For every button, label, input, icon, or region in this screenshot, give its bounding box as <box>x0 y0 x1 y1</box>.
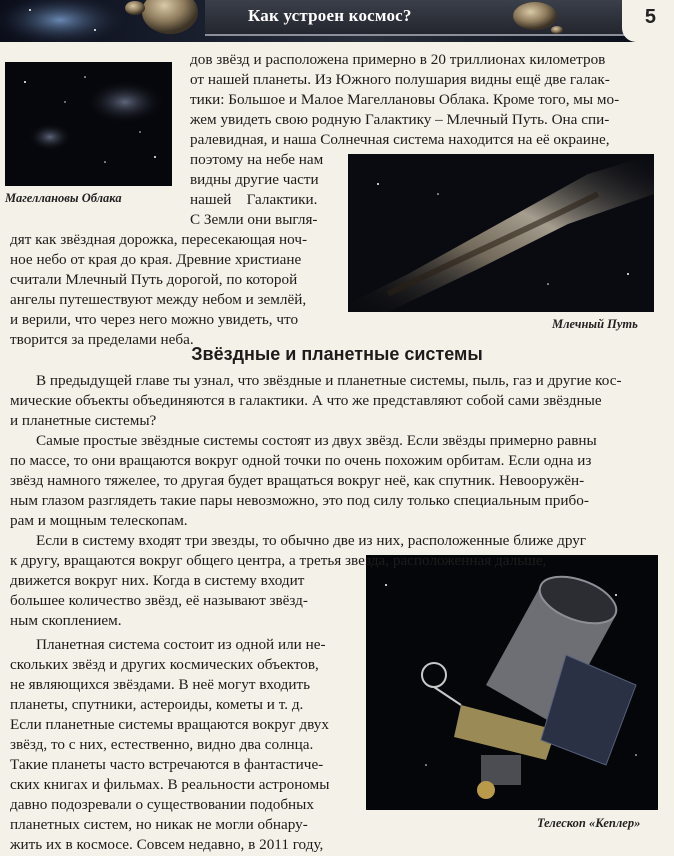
asteroid-icon <box>142 0 198 34</box>
milky-way-photo <box>348 154 654 312</box>
text-line: и планетные системы? <box>10 412 157 429</box>
text-line: не являющихся звёздами. В неё могут входить <box>10 676 311 693</box>
text-line: ралевидная, и наша Солнечная система находится на её окраине, <box>190 131 610 148</box>
text-line: ное небо от края до края. Древние христиане <box>10 251 302 268</box>
magellanic-clouds-caption: Магеллановы Облака <box>5 191 122 205</box>
text-line: С Земли они выгля- <box>190 211 318 228</box>
text-line: ских книгах и фильмах. В реальности астрономы <box>10 776 330 793</box>
text-line: дов звёзд и расположена примерно в 20 триллионах километров <box>190 51 606 68</box>
text-line: движется вокруг них. Когда в систему входит <box>10 572 305 589</box>
text-line: дят как звёздная дорожка, пересекающая ноч- <box>10 231 308 248</box>
text-line: ным скоплением. <box>10 612 122 629</box>
text-line: планетных систем, но никак не могли обнару- <box>10 816 308 833</box>
text-line: видны другие части <box>190 171 319 188</box>
text-line: В предыдущей главе ты узнал, что звёздные и планетные системы, пыль, газ и другие кос- <box>36 372 622 389</box>
milky-way-caption: Млечный Путь <box>552 317 638 331</box>
chapter-title: Как устроен космос? <box>248 6 412 25</box>
text-line: давно подозревали о существовании подобных <box>10 796 314 813</box>
header-rock-icon <box>505 0 565 42</box>
text-line: ным глазом разглядеть такие пары невозможно, это под силу только специальным прибо- <box>10 492 589 509</box>
text-line: Такие планеты часто встречаются в фантастиче- <box>10 756 324 773</box>
kepler-telescope-photo <box>366 555 658 810</box>
text-line: Планетная система состоит из одной или не- <box>36 636 326 653</box>
text-line: звёзд, то с них, естественно, видно два солнца. <box>10 736 314 753</box>
text-line: тики: Большое и Малое Магеллановы Облака. Кроме того, мы мо- <box>190 91 620 108</box>
text-line: жить их в космосе. Совсем недавно, в 2011 году, <box>10 836 324 853</box>
text-line: звёзд намного тяжелее, то другая будет вращаться вокруг неё, как спутник. Невооружён- <box>10 472 585 489</box>
kepler-caption: Телескоп «Кеплер» <box>537 816 641 830</box>
text-line: к другу, вращаются вокруг общего центра, а третья звезда, расположенная дальше, <box>10 552 547 569</box>
text-line: Если в систему входят три звезды, то обычно две из них, расположенные ближе друг <box>36 532 587 549</box>
text-line: большее количество звёзд, её называют звёзд- <box>10 592 308 609</box>
page-header <box>0 0 674 42</box>
text-line: по массе, то они вращаются вокруг одной точки по очень похожим орбитам. Если одна из <box>10 452 592 469</box>
text-line: нашей Галактики. <box>190 191 318 208</box>
text-line: скольких звёзд и других космических объектов, <box>10 656 319 673</box>
text-line: рам и мощным телескопам. <box>10 512 188 529</box>
text-line: жем увидеть свою родную Галактику – Млечный Путь. Она спи- <box>190 111 610 128</box>
text-line: от нашей планеты. Из Южного полушария видны ещё две галак- <box>190 71 610 88</box>
text-line: и верили, что через него можно увидеть, что <box>10 311 299 328</box>
text-line: планеты, спутники, астероиды, кометы и т. д. <box>10 696 304 713</box>
text-line: Если планетные системы вращаются вокруг двух <box>10 716 329 733</box>
section-heading: Звёздные и планетные системы <box>191 344 483 364</box>
page-number: 5 <box>644 6 656 28</box>
text-line: творится за пределами неба. <box>10 331 194 348</box>
text-line: поэтому на небе нам <box>190 151 324 168</box>
text-line: ангелы путешествуют между небом и землёй, <box>10 291 307 308</box>
magellanic-clouds-photo <box>5 62 172 186</box>
text-line: мические объекты объединяются в галактики. А что же представляют собой сами звёздные <box>10 392 602 409</box>
text-line: Самые простые звёздные системы состоят из двух звёзд. Если звёзды примерно равны <box>36 432 597 449</box>
text-line: считали Млечный Путь дорогой, по которой <box>10 271 298 288</box>
